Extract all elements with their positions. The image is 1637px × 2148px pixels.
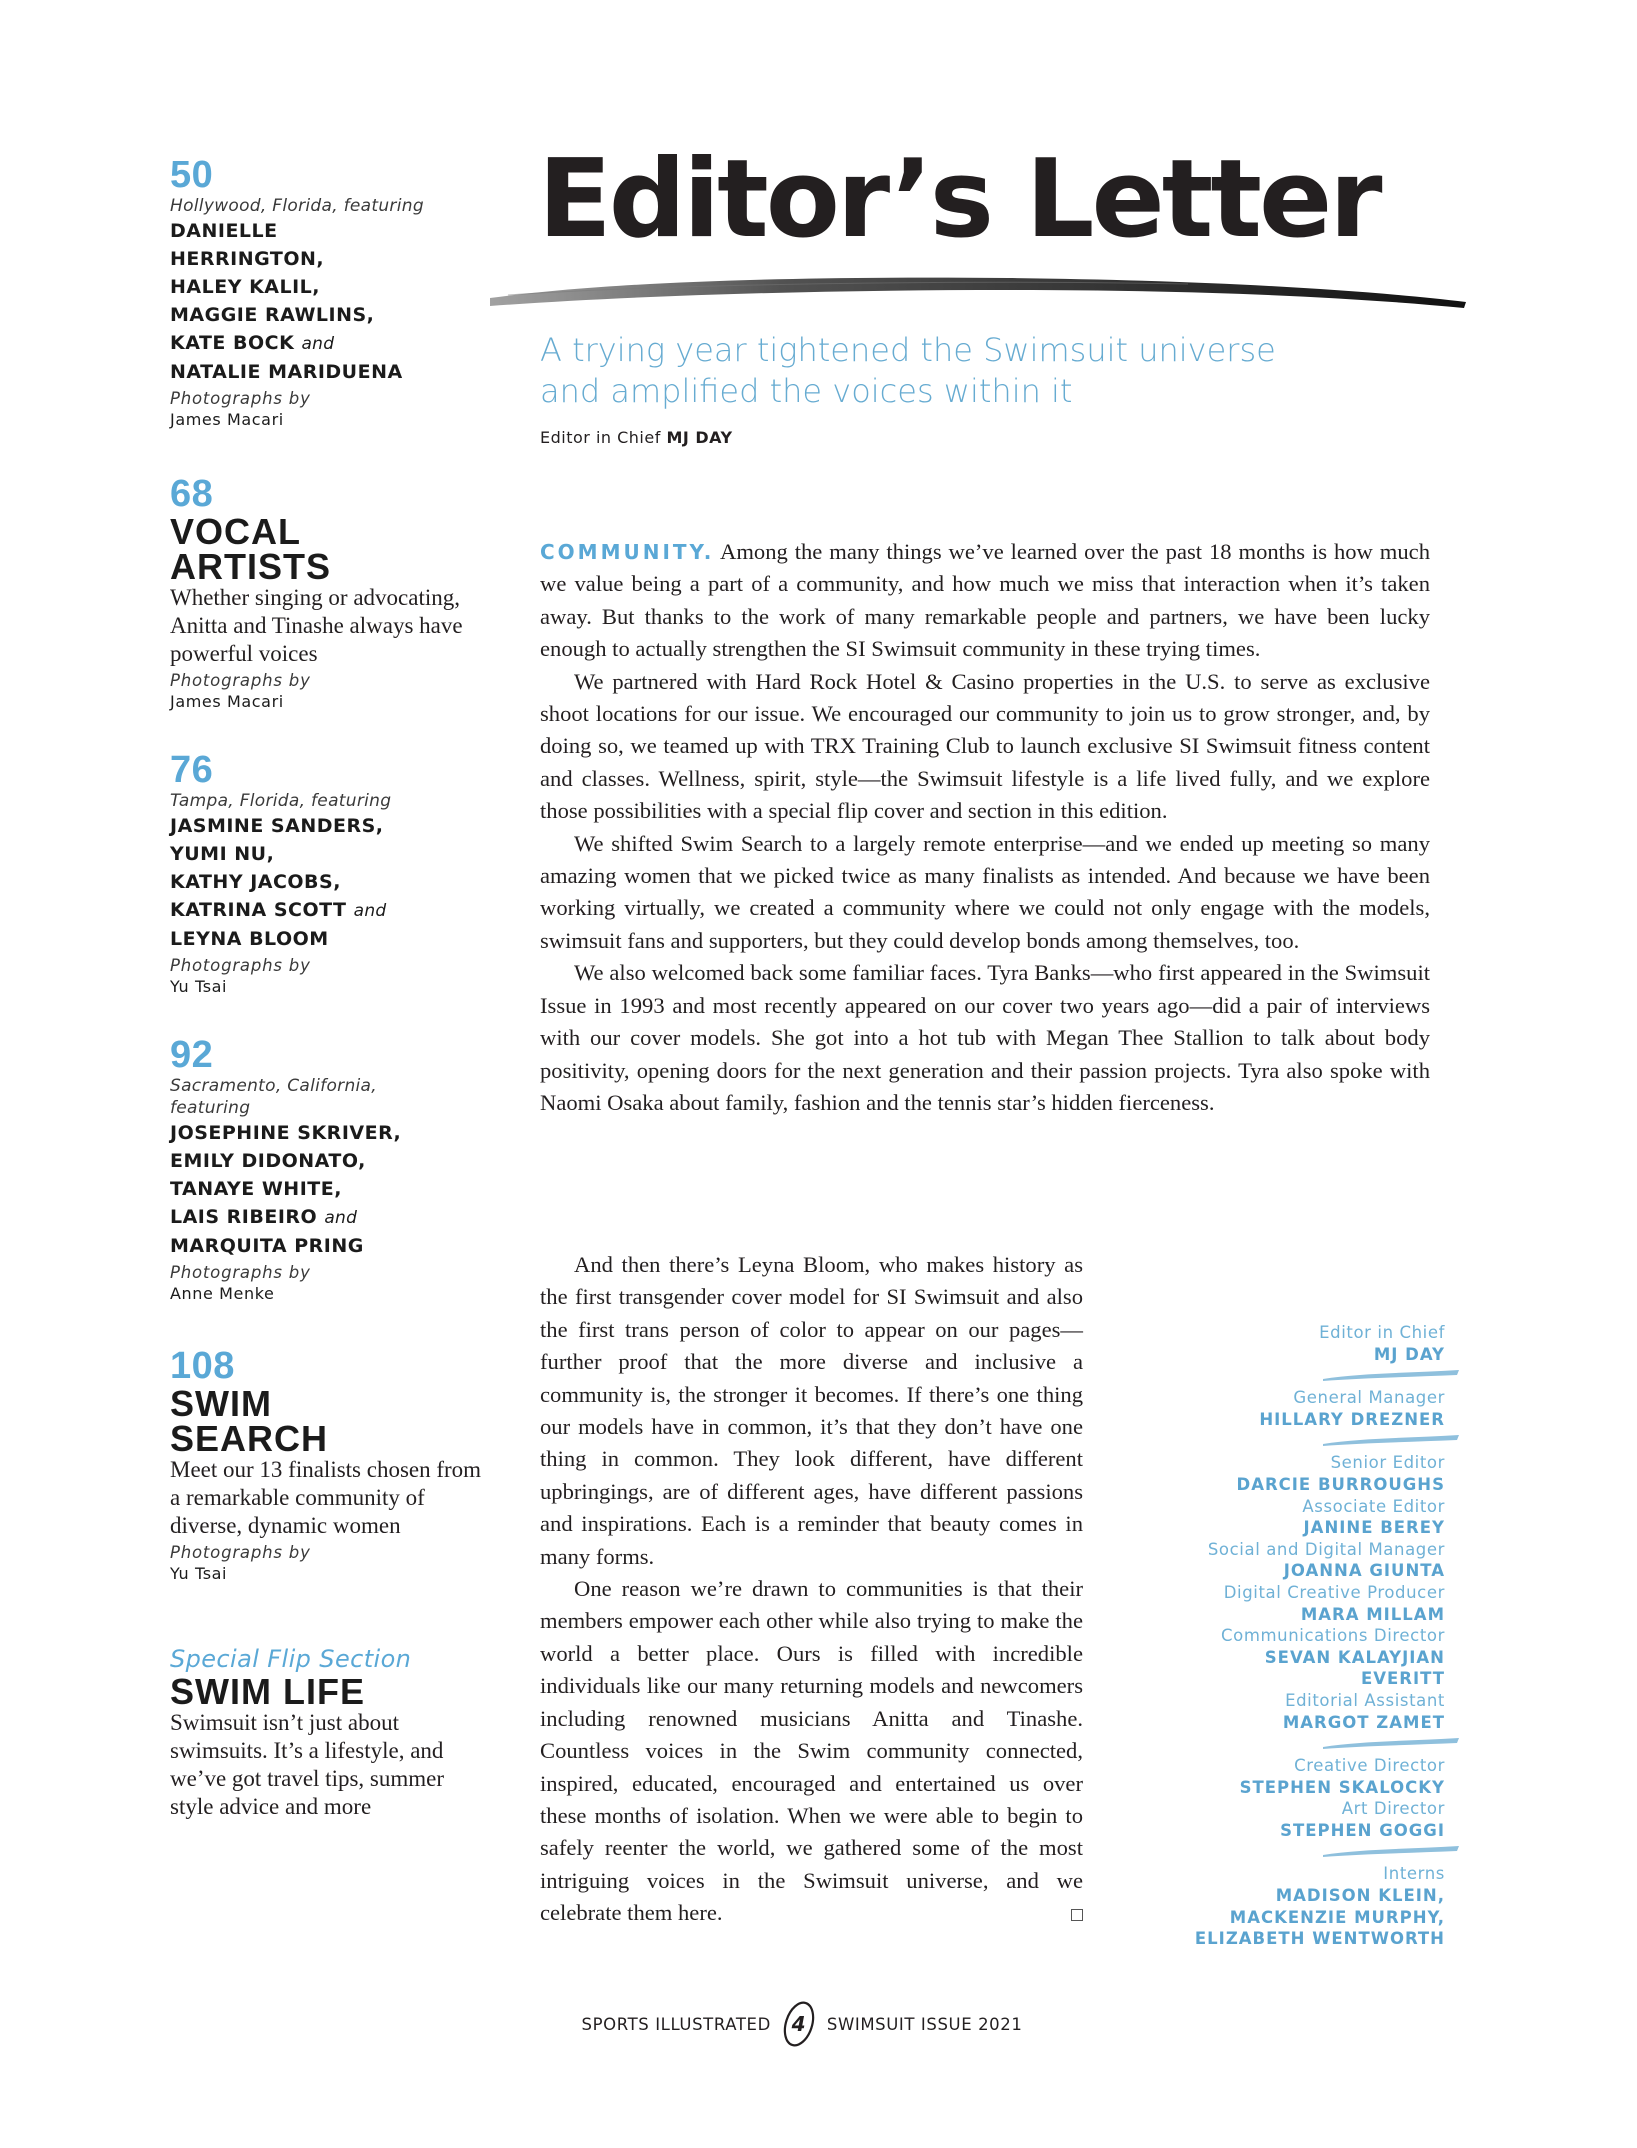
toc-location: Tampa, Florida, featuring	[170, 791, 392, 811]
photo-credit-label: Photographs by	[170, 956, 311, 975]
photographer-name: Anne Menke	[170, 1284, 275, 1303]
toc-kicker: Special Flip Section	[170, 1645, 412, 1673]
photo-credit-label: Photographs by	[170, 389, 311, 408]
toc-description: Meet our 13 finalists chosen from a remarkable community of diverse, dynamic women	[170, 1457, 482, 1538]
photographer-name: Yu Tsai	[170, 977, 228, 996]
byline-name: MJ DAY	[666, 428, 733, 447]
toc-entry-50[interactable]	[170, 155, 490, 430]
photographer-name: James Macari	[170, 410, 284, 429]
subtitle-line: and amplified the voices within it	[540, 372, 1073, 410]
page-number	[781, 1996, 817, 2052]
swoosh-divider-icon	[1125, 1841, 1445, 1863]
staff-role: Senior Editor	[1330, 1453, 1445, 1473]
staff-name: HILLARY DREZNER	[1259, 1409, 1445, 1429]
toc-page-number: 92	[170, 1034, 214, 1076]
staff-name: MARGOT ZAMET	[1282, 1712, 1445, 1732]
conjunction: and	[353, 901, 387, 921]
staff-name: MADISON KLEIN,	[1275, 1886, 1445, 1906]
toc-entry-108[interactable]	[170, 1346, 490, 1584]
staff-name: SEVAN KALAYJIAN	[1264, 1647, 1445, 1667]
masthead	[1125, 1322, 1445, 1950]
page-footer	[567, 1994, 1037, 2054]
paragraph-text: Among the many things we’ve learned over the past 18 months is how much we value being a part of a community, and how much we miss that interaction when it’s taken away. But thanks to the work of many remarkable people and partners, we have been lucky enough to actually strengthen the SI Swimsuit community in these trying times.	[540, 539, 1430, 662]
subtitle-line: A trying year tightened the Swimsuit universe	[540, 331, 1276, 369]
staff-name: STEPHEN GOGGI	[1280, 1820, 1445, 1840]
conjunction: and	[301, 334, 335, 354]
featured-name: YUMI NU,	[170, 843, 275, 865]
photo-credit-label: Photographs by	[170, 1543, 311, 1562]
paragraph: We also welcomed back some familiar faces. Tyra Banks—who first appeared in the Swimsuit Issue in 1993 and most recently appeared on our cover two years ago—did a pair of interviews with our cover models. She got into a hot tub with Megan Thee Stallion to talk about body positivity, opening doors for the next generation and their passion projects. Tyra also spoke with Naomi Osaka about family, fashion and the tennis star’s hidden fierceness.	[540, 960, 1430, 1115]
staff-role: General Manager	[1293, 1388, 1445, 1408]
toc-title: SWIM LIFE	[170, 1671, 365, 1712]
featured-name: HERRINGTON,	[170, 248, 325, 270]
staff-name: JOANNA GIUNTA	[1283, 1561, 1445, 1581]
photo-credit-label: Photographs by	[170, 671, 311, 690]
staff-role: Creative Director	[1294, 1756, 1445, 1776]
toc-location	[170, 1075, 490, 1119]
lead-in: COMMUNITY.	[540, 540, 715, 564]
masthead-group	[1125, 1755, 1445, 1841]
title-line: VOCAL	[170, 511, 301, 552]
staff-name: JANINE BEREY	[1303, 1518, 1445, 1538]
article-body-narrow	[540, 1249, 1083, 1930]
paragraph	[540, 1573, 1083, 1929]
footer-issue: SWIMSUIT ISSUE 2021	[826, 2014, 1023, 2034]
paragraph	[540, 536, 1430, 666]
swoosh-divider-icon	[1125, 1365, 1445, 1387]
toc-title	[170, 1383, 490, 1459]
featured-name: MARQUITA PRING	[170, 1235, 364, 1257]
featured-name: LEYNA BLOOM	[170, 928, 329, 950]
staff-name: DARCIE BURROUGHS	[1236, 1474, 1445, 1494]
toc-location: Hollywood, Florida, featuring	[170, 196, 424, 216]
featured-name: MAGGIE RAWLINS,	[170, 304, 375, 326]
toc-description: Whether singing or advocating, Anitta and Tinashe always have powerful voices	[170, 585, 463, 666]
swoosh-divider-icon	[1125, 1733, 1445, 1755]
staff-role: Interns	[1383, 1864, 1445, 1884]
location-line: Sacramento, California,	[170, 1076, 377, 1096]
toc-entry-76[interactable]	[170, 750, 490, 997]
toc-description: Swimsuit isn’t just about swimsuits. It’s a lifestyle, and we’ve got travel tips, summer style advice and more	[170, 1710, 445, 1819]
photographer-name: Yu Tsai	[170, 1564, 228, 1583]
paragraph: We partnered with Hard Rock Hotel & Casino properties in the U.S. to serve as exclusive shoot locations for our issue. We encouraged our community to join us to grow stronger, and, by doing so, we teamed up with TRX Training Club to launch exclusive SI Swimsuit fitness content and classes. Wellness, spirit, style—the Swimsuit lifestyle is a life lived fully, and we explore those possibilities with a special flip cover and section in this edition.	[540, 668, 1430, 824]
toc-title	[170, 511, 490, 587]
masthead-group	[1125, 1322, 1445, 1365]
staff-role: Art Director	[1341, 1799, 1445, 1819]
byline	[540, 428, 733, 448]
featured-name: NATALIE MARIDUENA	[170, 361, 403, 383]
paragraph-text: One reason we’re drawn to communities is that their members empower each other while also trying to make the world a better place. Ours is filled with incredible individuals like our many returning models and newcomers including renowned musicians Anitta and Tinashe. Countless voices in the Swim community connected, inspired, educated, encouraged and entertained us over these months of isolation. When we were able to begin to safely reenter the world, we gathered some of the most intriguing voices in the Swimsuit universe, and we celebrate them here.	[540, 1576, 1083, 1926]
toc-featured-names	[170, 217, 490, 386]
staff-name: EVERITT	[1360, 1669, 1445, 1689]
featured-name: JOSEPHINE SKRIVER,	[170, 1122, 402, 1144]
swoosh-divider-icon	[1125, 1430, 1445, 1452]
staff-name: MARA MILLAM	[1300, 1604, 1445, 1624]
staff-name: MJ DAY	[1373, 1344, 1445, 1364]
featured-name: DANIELLE	[170, 220, 278, 242]
featured-name: LAIS RIBEIRO	[170, 1206, 318, 1228]
featured-name: KATHY JACOBS,	[170, 871, 341, 893]
brush-stroke-divider	[488, 268, 1468, 318]
masthead-group	[1125, 1863, 1445, 1949]
end-mark-icon	[1071, 1909, 1083, 1921]
toc-page-number: 68	[170, 473, 214, 515]
location-line: featuring	[170, 1098, 251, 1118]
staff-role: Editorial Assistant	[1285, 1690, 1445, 1710]
footer-publication: SPORTS ILLUSTRATED	[581, 2014, 771, 2034]
toc-page-number: 108	[170, 1345, 235, 1387]
featured-name: KATRINA SCOTT	[170, 899, 347, 921]
masthead-group	[1125, 1387, 1445, 1430]
toc-page-number: 76	[170, 749, 214, 791]
featured-name: JASMINE SANDERS,	[170, 815, 384, 837]
paragraph: We shifted Swim Search to a largely remote enterprise—and we ended up meeting so many amazing women that we picked twice as many finalists as intended. And because we have been working virtually, we created a community where we could not only engage with the models, swimsuit fans and supporters, but they could develop bonds among themselves, too.	[540, 830, 1430, 953]
toc-featured-names	[170, 1119, 490, 1260]
staff-name: ELIZABETH WENTWORTH	[1194, 1929, 1445, 1949]
staff-name: MACKENZIE MURPHY,	[1229, 1907, 1445, 1927]
featured-name: HALEY KALIL,	[170, 276, 320, 298]
byline-role: Editor in Chief	[540, 428, 661, 447]
photo-credit-label: Photographs by	[170, 1263, 311, 1282]
toc-featured-names	[170, 812, 490, 953]
table-of-contents	[170, 155, 490, 1821]
featured-name: KATE BOCK	[170, 332, 295, 354]
paragraph: And then there’s Leyna Bloom, who makes history as the first transgender cover model for SI Swimsuit and also the first trans person of color to appear on our pages—further proof that the more diverse and inclusive a community is, the stronger it becomes. If there’s one thing our models have in common, it’s that they don’t have one thing in common. They look different, have different upbringings, are of different ages, have different passions and inspirations. Each is a reminder that beauty comes in many forms.	[540, 1252, 1083, 1569]
staff-role: Associate Editor	[1302, 1496, 1445, 1516]
conjunction: and	[324, 1208, 358, 1228]
title-line: ARTISTS	[170, 546, 332, 587]
toc-entry-68[interactable]	[170, 474, 490, 712]
page-number-value: 4	[791, 2012, 807, 2036]
article-body	[540, 536, 1430, 1119]
page-title: Editor’s Letter	[538, 137, 1380, 262]
staff-role: Editor in Chief	[1319, 1323, 1445, 1342]
staff-name: STEPHEN SKALOCKY	[1239, 1777, 1445, 1797]
title-line: SEARCH	[170, 1418, 329, 1459]
photographer-name: James Macari	[170, 692, 284, 711]
title-line: SWIM	[170, 1383, 272, 1424]
toc-entry-swim-life[interactable]	[170, 1644, 490, 1821]
staff-role: Communications Director	[1221, 1626, 1445, 1646]
featured-name: EMILY DIDONATO,	[170, 1150, 366, 1172]
subtitle	[540, 330, 1440, 412]
featured-name: TANAYE WHITE,	[170, 1178, 342, 1200]
staff-role: Social and Digital Manager	[1207, 1539, 1445, 1559]
masthead-group	[1125, 1452, 1445, 1733]
staff-role: Digital Creative Producer	[1223, 1582, 1445, 1602]
toc-page-number: 50	[170, 154, 214, 196]
toc-entry-92[interactable]	[170, 1035, 490, 1304]
